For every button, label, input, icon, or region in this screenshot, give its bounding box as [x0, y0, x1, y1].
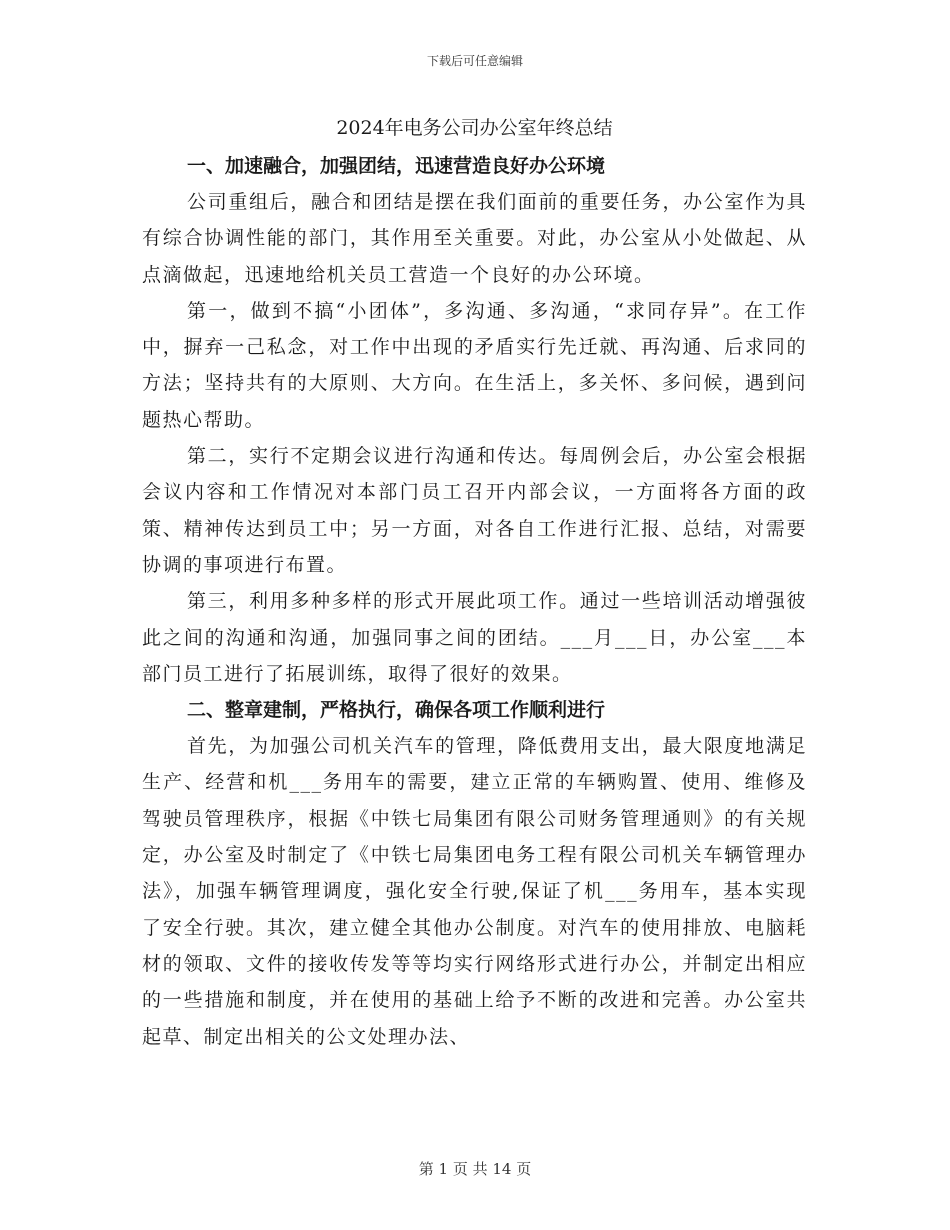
section-1-heading: 一、加速融合，加强团结，迅速营造良好办公环境 — [187, 155, 606, 177]
section-1-paragraph-4: 第三，利用多种多样的形式开展此项工作。通过一些培训活动增强彼此之间的沟通和沟通，加强同事之间的团结。___月___日，办公室___本部门员工进行了拓展训练，取得了很好的效果。 — [142, 590, 807, 685]
page-footer-number: 第 1 页 共 14 页 — [418, 1160, 532, 1178]
document-title: 2024年电务公司办公室年终总结 — [336, 117, 613, 139]
section-2-heading: 二、整章建制，严格执行，确保各项工作顺利进行 — [187, 699, 606, 722]
section-1-paragraph-1: 公司重组后，融合和团结是摆在我们面前的重要任务，办公室作为具有综合协调性能的部门，其作用至关重要。对此，办公室从小处做起、从点滴做起，迅速地给机关员工营造一个良好的办公环境。 — [142, 191, 807, 286]
section-1-paragraph-3: 第二，实行不定期会议进行沟通和传达。每周例会后，办公室会根据会议内容和工作情况对本部门员工召开内部会议，一方面将各方面的政策、精神传达到员工中；另一方面，对各自工作进行汇报、总结，对需要协调的事项进行布置。 — [142, 445, 807, 576]
section-1-paragraph-2: 第一，做到不搞“小团体”，多沟通、多沟通，“求同存异”。在工作中，摒弃一己私念，对工作中出现的矛盾实行先迁就、再沟通、后求同的方法；坚持共有的大原则、大方向。在生活上，多关怀、多问候，遇到问题热心帮助。 — [142, 299, 807, 431]
page-header-note: 下载后可任意编辑 — [426, 54, 523, 68]
document-body — [142, 108, 807, 1055]
section-2-paragraph-1: 首先，为加强公司机关汽车的管理，降低费用支出，最大限度地满足生产、经营和机___务用车的需要，建立正常的车辆购置、使用、维修及驾驶员管理秩序，根据《中铁七局集团有限公司财务管理通则》的有关规定，办公室及时制定了《中铁七局集团电务工程有限公司机关车辆管理办法》，加强车辆管理调度，强化安全行驶,保证了机___务用车，基本实现了安全行驶。其次，建立健全其他办公制度。对汽车的使用排放、电脑耗材的领取、文件的接收传发等等均实行网络形式进行办公，并制定出相应的一些措施和制度，并在使用的基础上给予不断的改进和完善。办公室共起草、制定出相关的公文处理办法、 — [142, 735, 807, 1048]
